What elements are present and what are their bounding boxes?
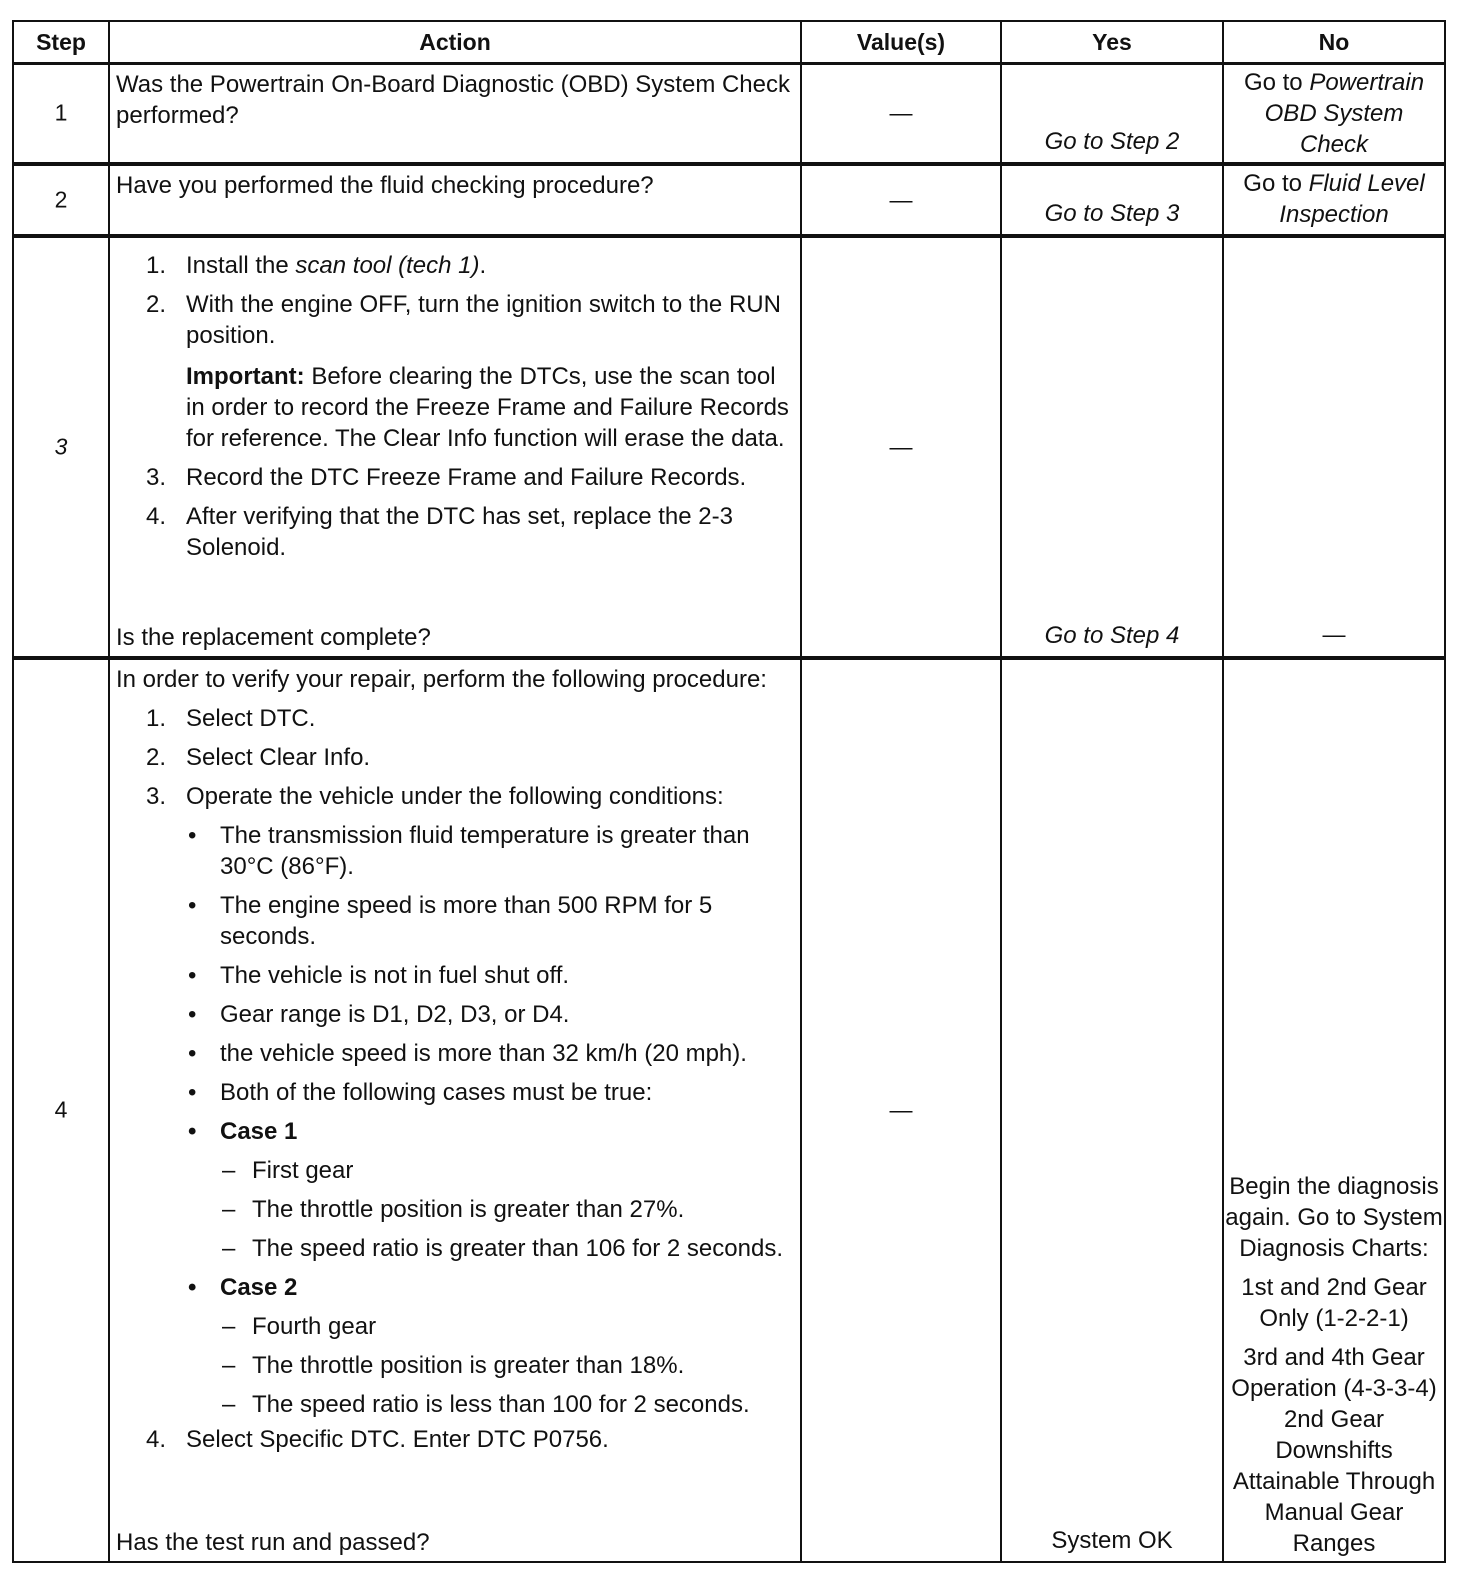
- header-values: Value(s): [801, 21, 1001, 64]
- dash-icon: –: [222, 1156, 236, 1184]
- yes-go-to-step-2-link[interactable]: Go to Step 2: [1044, 127, 1180, 155]
- bullet-item: [116, 1077, 794, 1108]
- no-cell: [1223, 658, 1445, 1562]
- no-diagnosis-group: [1224, 1171, 1444, 1559]
- list-item: [116, 289, 794, 351]
- value-dash: —: [889, 433, 913, 459]
- step-cell: [13, 64, 109, 164]
- dash-item: [116, 1233, 794, 1264]
- list-item: [116, 250, 794, 281]
- bullet-text: Both of the following cases must be true:: [220, 1078, 653, 1106]
- value-dash: —: [889, 186, 913, 212]
- step-number: 4: [54, 1096, 68, 1123]
- yes-go-to-step-4-link[interactable]: Go to Step 4: [1044, 621, 1180, 649]
- dash-icon: –: [222, 1234, 236, 1262]
- item-number: 1.: [146, 704, 167, 732]
- no-cell: [1223, 236, 1445, 658]
- dash-item: [116, 1389, 794, 1420]
- dash-text: Fourth gear: [252, 1312, 377, 1340]
- bullet-icon: •: [188, 1078, 197, 1106]
- case-label: Case 2: [220, 1273, 298, 1301]
- diagnostic-table: [12, 20, 1446, 1563]
- no-begin-diagnosis[interactable]: Begin the diagnosis again. Go to System Diagnosis Charts:: [1225, 1172, 1443, 1262]
- item-text: Select Specific DTC. Enter DTC P0756.: [186, 1425, 609, 1453]
- bullet-item: [116, 1038, 794, 1069]
- no-link-part: Check: [1299, 131, 1369, 158]
- no-link-part: Powertrain: [1309, 69, 1425, 96]
- values-cell: [801, 658, 1001, 1562]
- bullet-text: The engine speed is more than 500 RPM for 5 seconds.: [220, 891, 713, 950]
- item-text: .: [479, 251, 487, 279]
- dash-item: [116, 1311, 794, 1342]
- dash-item: [116, 1350, 794, 1381]
- table-row: [13, 236, 1445, 658]
- bullet-icon: •: [188, 1273, 197, 1301]
- no-powertrain-obd-link[interactable]: [1224, 65, 1444, 160]
- bullet-item: [116, 960, 794, 991]
- no-fluid-level-link[interactable]: [1224, 166, 1444, 230]
- header-yes: Yes: [1001, 21, 1223, 64]
- action-text: Have you performed the fluid checking procedure?: [116, 171, 654, 199]
- intro-text: In order to verify your repair, perform the following procedure:: [116, 665, 767, 693]
- bullet-item: [116, 890, 794, 952]
- item-text: After verifying that the DTC has set, replace the 2-3 Solenoid.: [186, 502, 733, 561]
- item-number: 3.: [146, 782, 167, 810]
- dash-text: First gear: [252, 1156, 354, 1184]
- yes-go-to-step-3-link[interactable]: Go to Step 3: [1044, 199, 1180, 227]
- dash-text: The speed ratio is greater than 106 for 2 seconds.: [252, 1234, 783, 1262]
- no-prefix: Go to: [1243, 69, 1303, 96]
- case-heading: [116, 1116, 794, 1147]
- list-item: [116, 703, 794, 734]
- important-note: [116, 361, 794, 454]
- value-dash: —: [889, 1096, 913, 1123]
- bullet-icon: •: [188, 1117, 197, 1145]
- values-cell: [801, 236, 1001, 658]
- item-text: Record the DTC Freeze Frame and Failure Records.: [186, 463, 747, 491]
- step-cell: [13, 164, 109, 236]
- no-link-part: Fluid Level: [1308, 169, 1425, 197]
- case-heading: [116, 1272, 794, 1303]
- no-cell: [1223, 64, 1445, 164]
- step-number: 2: [54, 186, 68, 212]
- header-no: No: [1223, 21, 1445, 64]
- action-cell: [109, 236, 801, 658]
- values-cell: [801, 164, 1001, 236]
- action-cell: [109, 64, 801, 164]
- item-number: 4.: [146, 502, 167, 530]
- dash-text: The throttle position is greater than 27%.: [252, 1195, 685, 1223]
- item-number: 3.: [146, 463, 167, 491]
- dash-text: The throttle position is greater than 18%.: [252, 1351, 685, 1379]
- yes-system-ok: System OK: [1051, 1526, 1173, 1554]
- table-row: [13, 64, 1445, 164]
- dash-icon: –: [222, 1390, 236, 1418]
- question-text: Is the replacement complete?: [116, 623, 431, 651]
- list-item: [116, 742, 794, 773]
- table-header-row: [13, 21, 1445, 64]
- item-text: With the engine OFF, turn the ignition switch to the RUN position.: [186, 290, 781, 349]
- yes-cell: [1001, 236, 1223, 658]
- bullet-icon: •: [188, 821, 197, 849]
- no-link-part: Inspection: [1279, 200, 1389, 228]
- table-row: [13, 658, 1445, 1562]
- table-row: [13, 164, 1445, 236]
- dash-icon: –: [222, 1312, 236, 1340]
- item-number: 4.: [146, 1425, 167, 1453]
- question-text: Has the test run and passed?: [116, 1528, 430, 1556]
- step-cell: [13, 658, 109, 1562]
- no-link-part: OBD System: [1264, 100, 1404, 127]
- step-cell: [13, 236, 109, 658]
- item-number: 1.: [146, 251, 167, 279]
- step-number: 1: [54, 99, 68, 126]
- bullet-text: The transmission fluid temperature is greater than 30°C (86°F).: [220, 821, 750, 880]
- list-item: [116, 501, 794, 563]
- important-label: Important:: [186, 362, 305, 390]
- bullet-item: [116, 999, 794, 1030]
- bullet-item: [116, 820, 794, 882]
- values-cell: [801, 64, 1001, 164]
- bullet-text: Gear range is D1, D2, D3, or D4.: [220, 1000, 570, 1028]
- yes-cell: [1001, 658, 1223, 1562]
- bullet-icon: •: [188, 961, 197, 989]
- action-text: Was the Powertrain On-Board Diagnostic (OBD) System Check performed?: [116, 71, 791, 129]
- item-text: Select DTC.: [186, 704, 316, 732]
- item-text: Install the: [186, 251, 296, 279]
- bullet-text: The vehicle is not in fuel shut off.: [220, 961, 570, 989]
- dash-item: [116, 1155, 794, 1186]
- bullet-text: the vehicle speed is more than 32 km/h (20 mph).: [220, 1039, 747, 1067]
- step-number: 3: [54, 433, 68, 459]
- dash-text: The speed ratio is less than 100 for 2 seconds.: [252, 1390, 750, 1418]
- no-3rd-4th-gear-link[interactable]: 3rd and 4th Gear Operation (4-3-3-4) 2nd Gear Downshifts Attainable Through Manual Gear Ranges: [1231, 1343, 1437, 1557]
- yes-cell: [1001, 64, 1223, 164]
- item-number: 2.: [146, 743, 167, 771]
- no-1st-2nd-gear-link[interactable]: 1st and 2nd Gear Only (1-2-2-1): [1241, 1273, 1427, 1332]
- list-item: [116, 1424, 794, 1455]
- action-cell: [109, 658, 801, 1562]
- list-item: [116, 781, 794, 812]
- dash-icon: –: [222, 1195, 236, 1223]
- dash-icon: –: [222, 1351, 236, 1379]
- important-text: Before clearing the DTCs, use the scan tool in order to record the Freeze Frame and Failure Records for reference. The Clear Info function will erase the data.: [186, 362, 789, 452]
- value-dash: —: [889, 99, 913, 126]
- scan-tool-term: scan tool (tech 1): [295, 251, 480, 279]
- no-cell: [1223, 164, 1445, 236]
- case-label: Case 1: [220, 1117, 298, 1145]
- bullet-icon: •: [188, 1039, 197, 1067]
- header-step: Step: [13, 21, 109, 64]
- list-item: [116, 462, 794, 493]
- action-cell: [109, 164, 801, 236]
- header-action: Action: [109, 21, 801, 64]
- yes-cell: [1001, 164, 1223, 236]
- item-text: Select Clear Info.: [186, 743, 371, 771]
- no-prefix: Go to: [1243, 169, 1302, 197]
- item-number: 2.: [146, 290, 167, 318]
- no-dash: —: [1322, 620, 1346, 647]
- dash-item: [116, 1194, 794, 1225]
- item-text: Operate the vehicle under the following conditions:: [186, 782, 724, 810]
- bullet-icon: •: [188, 1000, 197, 1028]
- bullet-icon: •: [188, 891, 197, 919]
